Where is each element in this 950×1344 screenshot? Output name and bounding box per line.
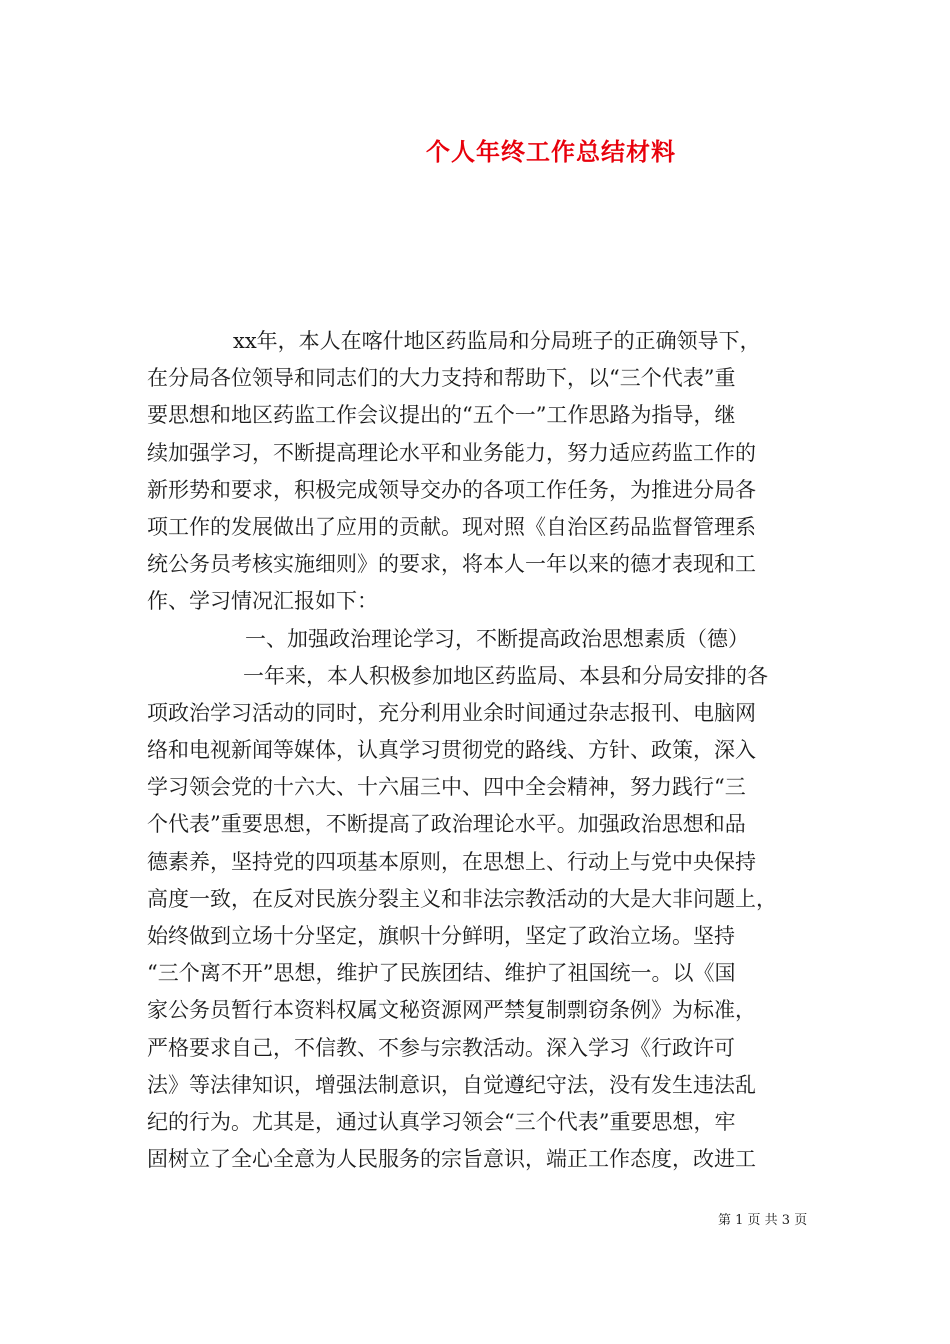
paragraph-line: 一年来，本人积极参加地区药监局、本县和分局安排的各 [243, 663, 768, 688]
paragraph-line: 项政治学习活动的同时，充分利用业余时间通过杂志报刊、电脑网 [147, 700, 756, 725]
paragraph-line: xx年，本人在喀什地区药监局和分局班子的正确领导下， [233, 329, 761, 353]
paragraph-line: 严格要求自己，不信教、不参与宗教活动。深入学习《行政许可 [147, 1035, 735, 1060]
section-heading: 一、加强政治理论学习，不断提高政治思想素质（德） [245, 626, 749, 651]
paragraph-line: 统公务员考核实施细则》的要求，将本人一年以来的德才表现和工 [147, 552, 756, 577]
paragraph-line: 新形势和要求，积极完成领导交办的各项工作任务，为推进分局各 [147, 477, 756, 502]
paragraph-line: 固树立了全心全意为人民服务的宗旨意识，端正工作态度，改进工 [147, 1147, 756, 1172]
paragraph-line: 络和电视新闻等媒体，认真学习贯彻党的路线、方针、政策，深入 [147, 738, 756, 763]
document-title: 个人年终工作总结材料 [426, 137, 676, 166]
paragraph-line: 项工作的发展做出了应用的贡献。现对照《自治区药品监督管理系 [147, 514, 756, 539]
paragraph-line: “三个离不开”思想，维护了民族团结、维护了祖国统一。以《国 [147, 961, 736, 986]
paragraph-line: 德素养，坚持党的四项基本原则，在思想上、行动上与党中央保持 [147, 849, 756, 874]
paragraph-line: 要思想和地区药监工作会议提出的“五个一”工作思路为指导，继 [147, 403, 736, 428]
page-number: 第 1 页 共 3 页 [718, 1213, 808, 1228]
paragraph-line: 作、学习情况汇报如下： [147, 589, 378, 614]
paragraph-line: 法》等法律知识，增强法制意识，自觉遵纪守法，没有发生违法乱 [147, 1072, 756, 1097]
paragraph-line: 始终做到立场十分坚定，旗帜十分鲜明，坚定了政治立场。坚持 [147, 924, 735, 948]
paragraph-line: 纪的行为。尤其是，通过认真学习领会“三个代表”重要思想，牢 [147, 1109, 736, 1134]
paragraph-line: 在分局各位领导和同志们的大力支持和帮助下，以“三个代表”重 [147, 366, 736, 391]
paragraph-line: 家公务员暂行本资料权属文秘资源网严禁复制剽窃条例》为标准， [147, 998, 756, 1023]
paragraph-line: 续加强学习，不断提高理论水平和业务能力，努力适应药监工作的 [147, 440, 756, 465]
paragraph-line: 个代表”重要思想，不断提高了政治理论水平。加强政治思想和品 [147, 812, 746, 837]
paragraph-line: 学习领会党的十六大、十六届三中、四中全会精神，努力践行“三 [147, 775, 746, 800]
document-body [147, 323, 807, 1178]
paragraph-line: 高度一致，在反对民族分裂主义和非法宗教活动的大是大非问题上， [147, 886, 777, 911]
